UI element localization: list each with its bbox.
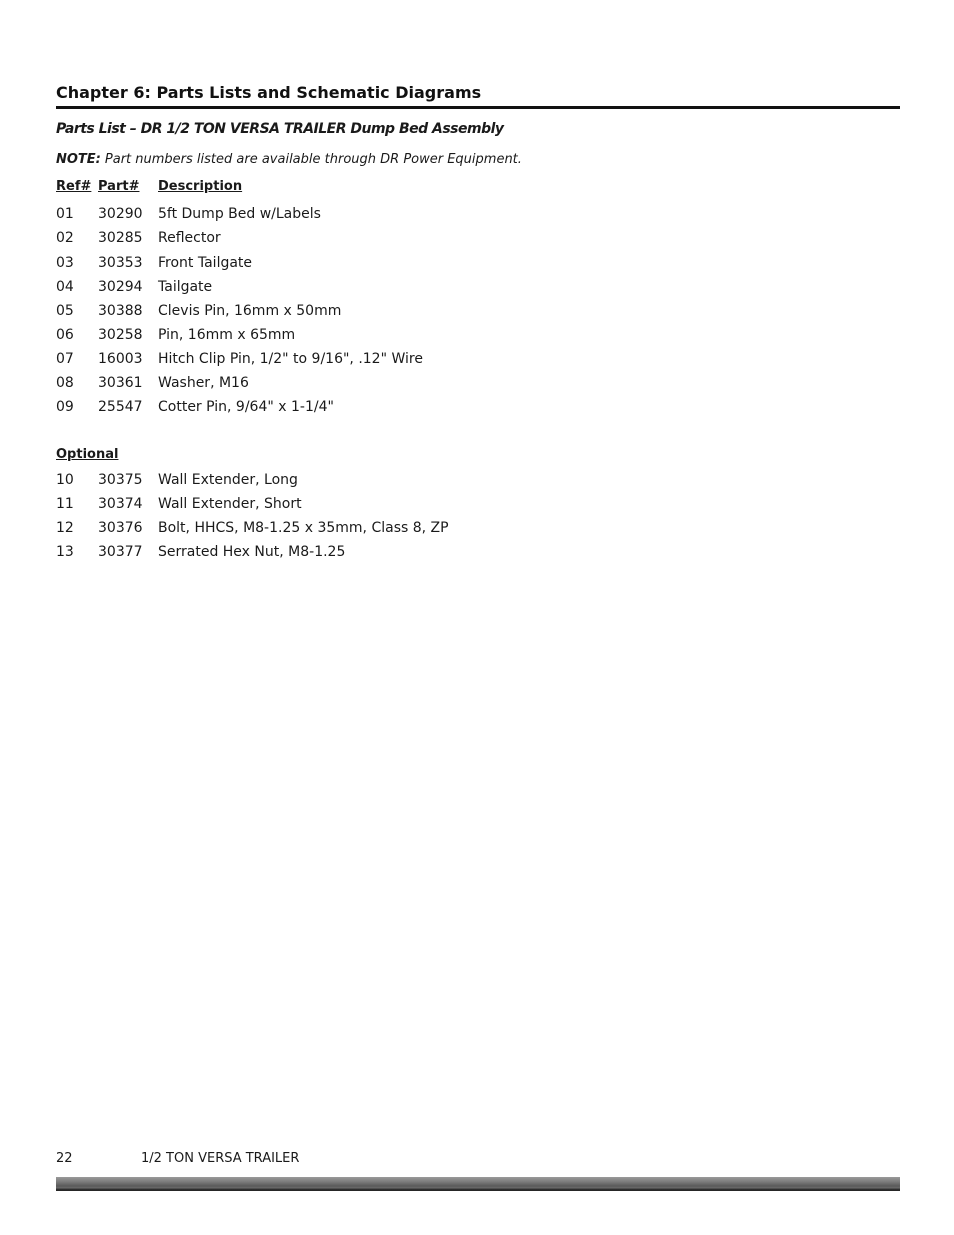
- row-ref: 07: [56, 351, 74, 367]
- row-part: 30375: [98, 472, 143, 488]
- table-row: [0, 206, 954, 226]
- chapter-divider: [56, 106, 900, 109]
- note-text: Part numbers listed are available through DR Power Equipment.: [104, 152, 522, 167]
- optional-section-label: Optional: [56, 447, 119, 462]
- header-description: Description: [158, 179, 243, 194]
- row-ref: 09: [56, 399, 74, 415]
- row-part: 30374: [98, 496, 143, 512]
- footer-document-title: 1/2 TON VERSA TRAILER: [141, 1151, 300, 1166]
- row-part: 30377: [98, 544, 143, 560]
- row-part: 30376: [98, 520, 143, 536]
- row-part: 30290: [98, 206, 143, 222]
- table-row: [0, 255, 954, 275]
- row-part: 16003: [98, 351, 143, 367]
- table-row: [0, 327, 954, 347]
- row-description: Washer, M16: [158, 375, 249, 391]
- table-row: [0, 520, 954, 540]
- table-row: [0, 230, 954, 250]
- note-label: NOTE:: [56, 152, 101, 167]
- row-ref: 10: [56, 472, 74, 488]
- row-description: Front Tailgate: [158, 255, 253, 271]
- row-ref: 04: [56, 279, 74, 295]
- row-ref: 11: [56, 496, 74, 512]
- row-ref: 05: [56, 303, 74, 319]
- row-part: 30353: [98, 255, 143, 271]
- row-description: Reflector: [158, 230, 221, 246]
- row-description: Cotter Pin, 9/64" x 1-1/4": [158, 399, 334, 415]
- row-ref: 12: [56, 520, 74, 536]
- table-row: [0, 375, 954, 395]
- table-row: [0, 399, 954, 419]
- chapter-title: Chapter 6: Parts Lists and Schematic Diagrams: [56, 83, 482, 102]
- row-part: 30388: [98, 303, 143, 319]
- row-description: Bolt, HHCS, M8-1.25 x 35mm, Class 8, ZP: [158, 520, 449, 536]
- row-ref: 06: [56, 327, 74, 343]
- parts-list-title: Parts List – DR 1/2 TON VERSA TRAILER Dump Bed Assembly: [56, 121, 504, 137]
- table-row: [0, 351, 954, 371]
- row-description: 5ft Dump Bed w/Labels: [158, 206, 321, 222]
- header-ref: Ref#: [56, 179, 92, 194]
- row-description: Hitch Clip Pin, 1/2" to 9/16", .12" Wire: [158, 351, 423, 367]
- row-description: Wall Extender, Short: [158, 496, 302, 512]
- table-row: [0, 279, 954, 299]
- row-part: 30361: [98, 375, 143, 391]
- row-ref: 03: [56, 255, 74, 271]
- row-description: Wall Extender, Long: [158, 472, 298, 488]
- row-ref: 08: [56, 375, 74, 391]
- parts-note: [56, 152, 522, 167]
- table-row: [0, 544, 954, 564]
- row-ref: 01: [56, 206, 74, 222]
- row-part: 25547: [98, 399, 143, 415]
- row-description: Clevis Pin, 16mm x 50mm: [158, 303, 342, 319]
- row-part: 30294: [98, 279, 143, 295]
- table-row: [0, 303, 954, 323]
- row-description: Pin, 16mm x 65mm: [158, 327, 296, 343]
- table-row: [0, 496, 954, 516]
- table-row: [0, 472, 954, 492]
- row-ref: 02: [56, 230, 74, 246]
- row-description: Serrated Hex Nut, M8-1.25: [158, 544, 346, 560]
- parts-table-header: [0, 179, 954, 197]
- page-number: 22: [56, 1151, 73, 1166]
- header-part: Part#: [98, 179, 140, 194]
- footer-bar: [56, 1177, 900, 1191]
- row-ref: 13: [56, 544, 74, 560]
- row-part: 30285: [98, 230, 143, 246]
- row-part: 30258: [98, 327, 143, 343]
- row-description: Tailgate: [158, 279, 213, 295]
